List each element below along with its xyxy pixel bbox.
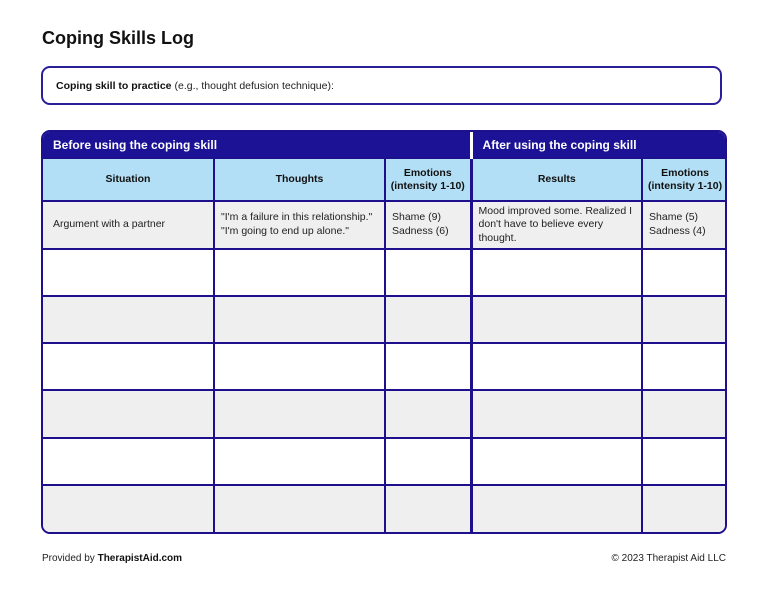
example-emotion-before-1: Shame (9) <box>392 211 442 224</box>
emotions-before-cell[interactable] <box>385 296 471 343</box>
situation-cell[interactable] <box>43 249 214 296</box>
results-cell[interactable] <box>471 438 642 485</box>
table-row <box>43 390 727 437</box>
thoughts-cell[interactable] <box>214 296 385 343</box>
example-emotions-before <box>385 201 471 248</box>
emotions-after-cell[interactable] <box>642 390 727 437</box>
emotions-before-cell[interactable] <box>385 390 471 437</box>
table-row <box>43 343 727 390</box>
table-row <box>43 485 727 532</box>
section-after-header: After using the coping skill <box>471 132 727 158</box>
footer-provided-by <box>42 553 182 564</box>
situation-cell[interactable] <box>43 390 214 437</box>
example-row <box>43 201 727 248</box>
footer-copyright: © 2023 Therapist Aid LLC <box>611 553 726 564</box>
emotions-after-cell[interactable] <box>642 249 727 296</box>
table-row <box>43 249 727 296</box>
thoughts-cell[interactable] <box>214 390 385 437</box>
col-emotions-before-line2: (intensity 1-10) <box>390 179 465 192</box>
col-emotions-before-line1: Emotions <box>403 166 452 179</box>
emotions-before-cell[interactable] <box>385 249 471 296</box>
example-thought-1: "I'm a failure in this relationship." <box>221 211 373 224</box>
thoughts-cell[interactable] <box>214 485 385 532</box>
practice-hint: (e.g., thought defusion technique): <box>174 79 334 92</box>
col-thoughts-header: Thoughts <box>214 158 385 201</box>
emotions-before-cell[interactable] <box>385 438 471 485</box>
example-thought-2: "I'm going to end up alone." <box>221 224 349 237</box>
example-emotions-after <box>642 201 727 248</box>
emotions-after-cell[interactable] <box>642 485 727 532</box>
table-row <box>43 296 727 343</box>
section-before-header: Before using the coping skill <box>43 132 471 158</box>
thoughts-cell[interactable] <box>214 438 385 485</box>
col-emotions-after-line2: (intensity 1-10) <box>647 179 723 192</box>
practice-label: Coping skill to practice <box>56 79 172 92</box>
example-situation: Argument with a partner <box>43 201 214 248</box>
emotions-after-cell[interactable] <box>642 343 727 390</box>
col-emotions-after-header <box>642 158 727 201</box>
col-emotions-before-header <box>385 158 471 201</box>
page-title: Coping Skills Log <box>42 28 194 48</box>
situation-cell[interactable] <box>43 296 214 343</box>
thoughts-cell[interactable] <box>214 343 385 390</box>
coping-skill-practice-field[interactable] <box>41 66 722 105</box>
coping-log-table <box>41 130 727 534</box>
results-cell[interactable] <box>471 249 642 296</box>
table-row <box>43 438 727 485</box>
results-cell[interactable] <box>471 343 642 390</box>
col-emotions-after-line1: Emotions <box>661 166 709 179</box>
provided-by-label: Provided by <box>42 553 95 564</box>
example-emotion-before-2: Sadness (6) <box>392 224 449 237</box>
situation-cell[interactable] <box>43 343 214 390</box>
thoughts-cell[interactable] <box>214 249 385 296</box>
example-thoughts <box>214 201 385 248</box>
example-emotion-after-1: Shame (5) <box>649 211 699 224</box>
emotions-after-cell[interactable] <box>642 296 727 343</box>
emotions-before-cell[interactable] <box>385 343 471 390</box>
example-emotion-after-2: Sadness (4) <box>649 224 706 237</box>
situation-cell[interactable] <box>43 485 214 532</box>
results-cell[interactable] <box>471 296 642 343</box>
results-cell[interactable] <box>471 390 642 437</box>
results-cell[interactable] <box>471 485 642 532</box>
situation-cell[interactable] <box>43 438 214 485</box>
emotions-after-cell[interactable] <box>642 438 727 485</box>
col-results-header: Results <box>471 158 642 201</box>
emotions-before-cell[interactable] <box>385 485 471 532</box>
site-link[interactable]: TherapistAid.com <box>97 553 183 564</box>
col-situation-header: Situation <box>43 158 214 201</box>
example-results: Mood improved some. Realized I don't have to believe every thought. <box>471 201 642 248</box>
